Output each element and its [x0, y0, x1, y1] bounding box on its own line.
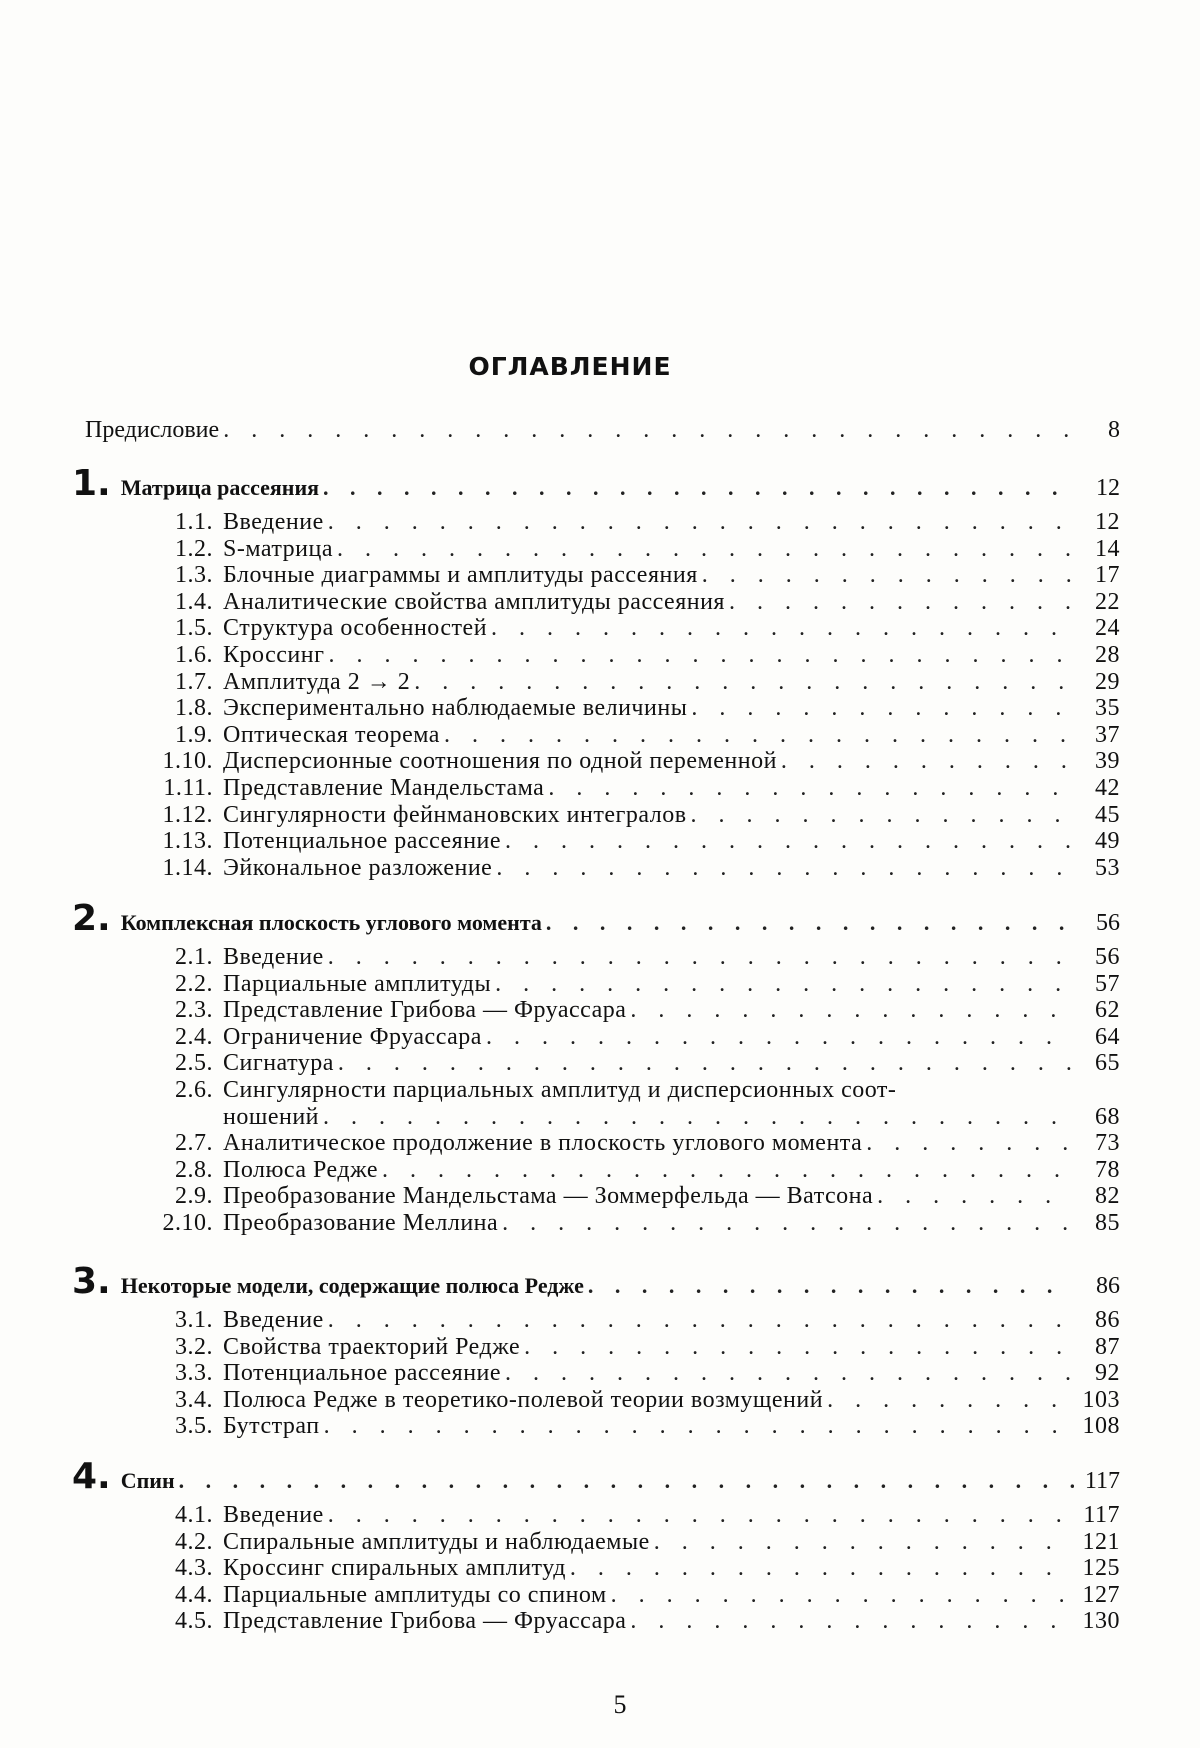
chapter-number: 1.: [72, 463, 111, 504]
section-entry: [118, 1608, 1120, 1635]
section-number: 1.1.: [175, 509, 213, 535]
section-title: Представление Грибова — Фруассара: [223, 1608, 627, 1635]
section-entry: [118, 589, 1120, 616]
section-page: 22: [1095, 588, 1120, 615]
section-number: 4.3.: [175, 1555, 213, 1582]
section-number: 1.2.: [175, 535, 213, 562]
leader-dots: [588, 1272, 1074, 1299]
section-title: Преобразование Мандельстама — Зоммерфельда — Ватсона: [223, 1183, 874, 1210]
section-entry: [118, 1183, 1120, 1210]
leader-dots: [877, 1183, 1074, 1210]
section-number: 4.2.: [175, 1528, 213, 1555]
leader-dots: [328, 509, 1074, 536]
leader-dots: [691, 695, 1074, 722]
section-number: 1.9.: [175, 721, 213, 748]
section-entry: [118, 1157, 1120, 1184]
section-number: 2.4.: [175, 1023, 213, 1050]
chapter-number: 2.: [72, 898, 111, 939]
leader-dots: [179, 1467, 1074, 1494]
leader-dots: [827, 1387, 1074, 1414]
section-number: 2.10.: [162, 1210, 213, 1236]
section-title-continuation: ношений: [223, 1103, 320, 1130]
section-title: Представление Мандельстама: [223, 775, 545, 801]
section-title: Эйкональное разложение: [223, 854, 493, 881]
section-page: 39: [1095, 748, 1120, 775]
section-entry: [118, 695, 1120, 722]
section-number: 1.4.: [175, 588, 213, 615]
leader-dots: [781, 748, 1074, 775]
leader-dots: [323, 1104, 1074, 1131]
leader-dots: [328, 642, 1074, 669]
section-page: 62: [1095, 997, 1120, 1024]
leader-dots: [223, 417, 1074, 444]
section-number: 2.6.: [175, 1077, 213, 1103]
section-title: Полюса Редже в теоретико-полевой теории возмущений: [223, 1386, 824, 1413]
section-entry: [118, 1334, 1120, 1361]
section-page: 86: [1095, 1307, 1120, 1333]
section-entry: [118, 1387, 1120, 1414]
section-entry: [118, 748, 1120, 775]
section-page: 127: [1082, 1581, 1120, 1608]
leader-dots: [691, 802, 1074, 829]
section-entry: [118, 828, 1120, 855]
section-entry: [118, 775, 1120, 802]
section-entry: [118, 1130, 1120, 1157]
section-page: 42: [1095, 775, 1120, 801]
section-page: 37: [1095, 721, 1120, 748]
leader-dots: [328, 944, 1074, 971]
section-entry: [118, 1210, 1120, 1237]
chapter-title: Комплексная плоскость углового момента: [120, 910, 542, 935]
section-title: Ограничение Фруассара: [223, 1023, 482, 1050]
leader-dots: [491, 615, 1074, 642]
section-entry: [118, 855, 1120, 882]
section-page: 49: [1095, 828, 1120, 855]
section-number: 4.5.: [175, 1608, 213, 1635]
section-entry: [118, 802, 1120, 829]
section-page: 82: [1095, 1183, 1120, 1210]
section-page: 73: [1095, 1130, 1120, 1157]
page-number: 5: [613, 1690, 627, 1719]
section-title: Введение: [223, 509, 324, 535]
chapter-page: 56: [1096, 910, 1120, 936]
section-entry: [118, 536, 1120, 563]
section-number: 2.7.: [175, 1130, 213, 1157]
section-number: 1.11.: [163, 775, 213, 801]
section-number: 3.5.: [175, 1413, 213, 1440]
leader-dots: [611, 1582, 1074, 1609]
section-entry: [118, 1555, 1120, 1582]
section-page: 17: [1095, 562, 1120, 589]
leader-dots: [630, 1608, 1074, 1635]
section-page: 78: [1095, 1156, 1120, 1183]
section-page: 35: [1095, 695, 1120, 722]
section-entry: [118, 971, 1120, 998]
section-entry: [118, 1413, 1120, 1440]
section-entry: [118, 997, 1120, 1024]
section-number: 1.12.: [162, 801, 213, 828]
leader-dots: [502, 1210, 1074, 1237]
section-number: 2.5.: [175, 1050, 213, 1077]
section-page: 56: [1095, 944, 1120, 970]
section-title: Кроссинг: [223, 642, 325, 668]
section-title: Свойства траекторий Редже: [223, 1333, 521, 1360]
section-number: 2.2.: [175, 970, 213, 997]
chapter-number: 4.: [72, 1456, 111, 1497]
section-number: 1.6.: [175, 642, 213, 668]
section-title: Блочные диаграммы и амплитуды рассеяния: [223, 562, 698, 589]
section-entry: [118, 615, 1120, 642]
section-title: Парциальные амплитуды: [223, 970, 492, 997]
section-title: Введение: [223, 944, 324, 970]
section-title: Преобразование Меллина: [223, 1210, 499, 1236]
section-number: 3.2.: [175, 1333, 213, 1360]
section-title: Введение: [223, 1307, 324, 1333]
section-number: 2.9.: [175, 1183, 213, 1210]
section-page: 64: [1095, 1023, 1120, 1050]
section-title: Дисперсионные соотношения по одной переменной: [223, 748, 777, 775]
section-page: 29: [1095, 668, 1120, 695]
leader-dots: [505, 1360, 1074, 1387]
section-number: 4.1.: [175, 1502, 213, 1528]
leader-dots: [866, 1130, 1074, 1157]
chapter-title: Некоторые модели, содержащие полюса Редже: [120, 1273, 584, 1298]
section-page: 53: [1095, 854, 1120, 881]
leader-dots: [323, 474, 1074, 501]
section-number: 1.5.: [175, 615, 213, 642]
page-title: ОГЛАВЛЕНИЕ: [468, 352, 672, 381]
section-title: Аналитическое продолжение в плоскость углового момента: [223, 1130, 863, 1157]
section-title: Парциальные амплитуды со спином: [223, 1581, 607, 1608]
section-entry: [118, 1582, 1120, 1609]
section-entry: [118, 722, 1120, 749]
leader-dots: [338, 1050, 1074, 1077]
section-number: 4.4.: [175, 1581, 213, 1608]
section-title: Потенциальное рассеяние: [223, 1360, 502, 1387]
leader-dots: [328, 1307, 1074, 1334]
leader-dots: [324, 1413, 1074, 1440]
section-page: 117: [1083, 1502, 1120, 1528]
section-page: 125: [1082, 1555, 1120, 1582]
section-title: Сигнатура: [223, 1050, 334, 1077]
leader-dots: [328, 1502, 1074, 1529]
section-page: 87: [1095, 1333, 1120, 1360]
section-page: 68: [1095, 1103, 1120, 1130]
section-page: 121: [1082, 1528, 1120, 1555]
leader-dots: [337, 536, 1074, 563]
leader-dots: [524, 1334, 1074, 1361]
section-title: Спиральные амплитуды и наблюдаемые: [223, 1528, 650, 1555]
section-page: 130: [1082, 1608, 1120, 1635]
chapter-number: 3.: [72, 1261, 111, 1302]
section-page: 65: [1095, 1050, 1120, 1077]
leader-dots: [414, 669, 1074, 696]
section-title: Кроссинг спиральных амплитуд: [223, 1555, 566, 1582]
section-title: Амплитуда 2 → 2: [223, 668, 411, 695]
entry-page: 8: [1108, 417, 1120, 443]
section-page: 45: [1095, 801, 1120, 828]
leader-dots: [654, 1529, 1074, 1556]
section-entry: [118, 1307, 1120, 1334]
section-entry: [118, 1050, 1120, 1077]
section-entry: [118, 642, 1120, 669]
section-entry: [118, 1360, 1120, 1387]
section-number: 3.4.: [175, 1386, 213, 1413]
leader-dots: [702, 562, 1074, 589]
leader-dots: [486, 1024, 1074, 1051]
section-number: 2.3.: [175, 997, 213, 1024]
section-entry: [118, 1077, 1120, 1104]
section-page: 103: [1082, 1386, 1120, 1413]
section-entry: [118, 562, 1120, 589]
leader-dots: [548, 775, 1074, 802]
chapter-entry: [72, 1261, 1120, 1302]
section-title: Структура особенностей: [223, 615, 488, 642]
leader-dots: [570, 1555, 1074, 1582]
leader-dots: [505, 828, 1074, 855]
section-title: Бутстрап: [223, 1413, 320, 1440]
section-number: 3.3.: [175, 1360, 213, 1387]
chapter-page: 12: [1096, 475, 1120, 501]
entry-label: Предисловие: [85, 417, 220, 443]
section-number: 1.7.: [175, 668, 213, 695]
leader-dots: [444, 722, 1074, 749]
section-title: Представление Грибова — Фруассара: [223, 997, 627, 1024]
section-entry: [118, 1529, 1120, 1556]
section-number: 1.8.: [175, 695, 213, 722]
section-number: 1.3.: [175, 562, 213, 589]
section-number: 1.13.: [162, 828, 213, 855]
section-entry: [118, 944, 1120, 971]
section-title: Экспериментально наблюдаемые величины: [223, 695, 688, 722]
section-title: S-матрица: [223, 535, 334, 562]
section-page: 92: [1095, 1360, 1120, 1387]
leader-dots: [630, 997, 1074, 1024]
section-page: 12: [1095, 509, 1120, 535]
section-page: 108: [1082, 1413, 1120, 1440]
chapter-title: Матрица рассеяния: [120, 475, 320, 500]
section-number: 1.10.: [162, 748, 213, 775]
chapter-title: Спин: [120, 1468, 175, 1493]
section-page: 14: [1095, 535, 1120, 562]
section-page: 85: [1095, 1210, 1120, 1236]
leader-dots: [495, 971, 1074, 998]
section-title: Сингулярности парциальных амплитуд и дисперсионных соот-: [223, 1077, 897, 1103]
chapter-entry: [72, 463, 1120, 504]
section-number: 2.8.: [175, 1156, 213, 1183]
leader-dots: [382, 1157, 1074, 1184]
leader-dots: [496, 855, 1074, 882]
section-title: Введение: [223, 1502, 324, 1528]
section-title: Аналитические свойства амплитуды рассеяния: [223, 588, 725, 615]
section-title: Полюса Редже: [223, 1156, 379, 1183]
preface-entry: [85, 417, 1120, 444]
section-entry: [118, 1502, 1120, 1529]
leader-dots: [546, 909, 1074, 936]
section-entry: [118, 669, 1120, 696]
section-title: Сингулярности фейнмановских интегралов: [223, 801, 687, 828]
chapter-page: 86: [1096, 1273, 1120, 1299]
leader-dots: [729, 589, 1074, 616]
section-number: 2.1.: [175, 944, 213, 970]
section-title: Оптическая теорема: [223, 721, 440, 748]
section-page: 28: [1095, 642, 1120, 668]
chapter-entry: [72, 1456, 1120, 1497]
section-page: 57: [1095, 970, 1120, 997]
section-page: 24: [1095, 615, 1120, 642]
section-number: 1.14.: [162, 854, 213, 881]
section-number: 3.1.: [175, 1307, 213, 1333]
section-entry-continuation: [118, 1104, 1120, 1131]
section-title: Потенциальное рассеяние: [223, 828, 502, 855]
section-entry: [118, 509, 1120, 536]
chapter-page: 117: [1084, 1468, 1120, 1494]
section-entry: [118, 1024, 1120, 1051]
chapter-entry: [72, 898, 1120, 939]
